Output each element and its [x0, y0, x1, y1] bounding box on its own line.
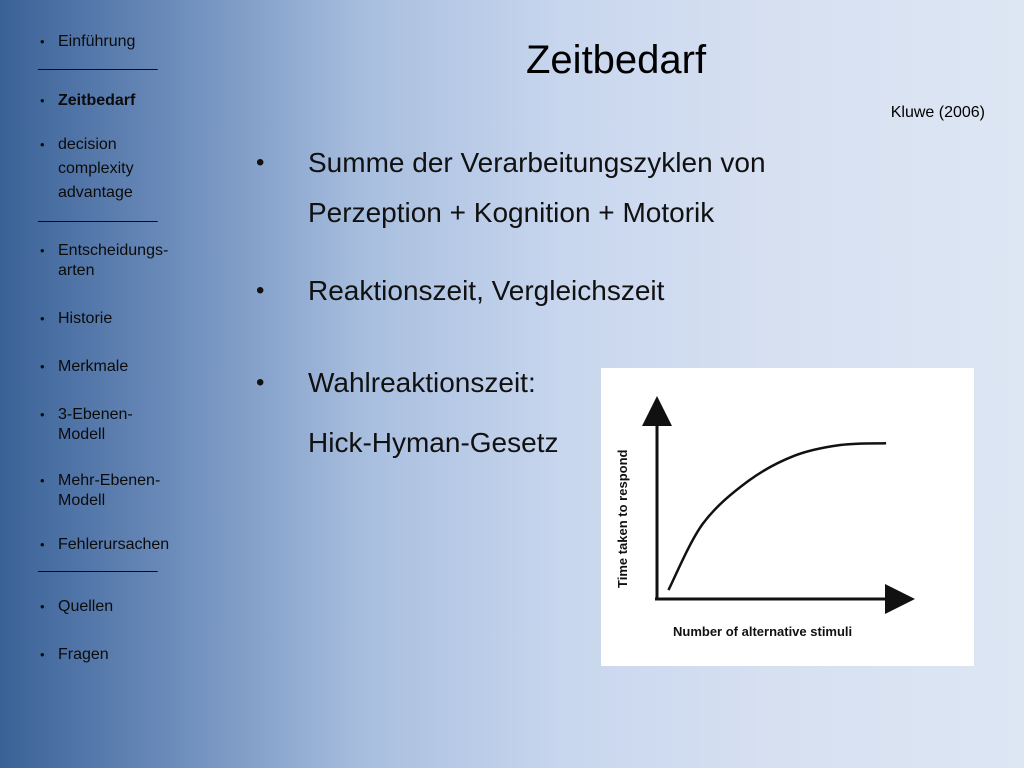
sidebar-item-label: Merkmale: [58, 358, 129, 375]
bullet-icon: •: [40, 647, 45, 662]
bullet-line: Perzeption + Kognition + Motorik: [308, 197, 715, 228]
sidebar-item-zeitbedarf[interactable]: [38, 91, 198, 111]
sidebar-item-quellen[interactable]: [38, 597, 198, 617]
bullet-icon: •: [40, 34, 45, 49]
sidebar-item-fehlerursachen[interactable]: [38, 535, 198, 555]
bullet-icon: •: [40, 137, 45, 152]
sidebar-nav: [38, 30, 198, 665]
bullet-line: Wahlreaktionszeit:: [308, 367, 536, 398]
y-axis-label: Time taken to respond: [615, 449, 630, 588]
bullet-icon: •: [256, 277, 265, 304]
bullet-icon: •: [40, 537, 45, 552]
sidebar-item-label: Entscheidungs-arten: [58, 242, 169, 279]
sidebar-item-label: Historie: [58, 310, 113, 327]
bullet-item: [250, 138, 850, 238]
sidebar-item-einfuehrung[interactable]: [38, 32, 198, 52]
bullet-icon: •: [40, 311, 45, 326]
response-curve: [668, 443, 886, 590]
bullet-icon: •: [40, 93, 45, 108]
sidebar-item-fragen[interactable]: [38, 645, 198, 665]
hick-hyman-figure: [601, 368, 974, 666]
divider: _______________: [38, 556, 157, 573]
bullet-icon: •: [40, 407, 45, 422]
bullet-line: Hick-Hyman-Gesetz: [308, 427, 559, 458]
sidebar-item-label: decision complexity advantage: [58, 136, 134, 201]
page-title: Zeitbedarf: [526, 38, 707, 82]
x-axis-label: Number of alternative stimuli: [673, 624, 853, 639]
sidebar-item-label: Mehr-Ebenen-Modell: [58, 472, 161, 509]
bullet-item: [250, 266, 850, 316]
sidebar-item-label: 3-Ebenen-Modell: [58, 406, 133, 443]
bullet-icon: •: [40, 599, 45, 614]
sidebar-item-mehr-ebenen-modell[interactable]: [38, 471, 183, 511]
divider: _______________: [38, 54, 157, 71]
sidebar-item-decision-complexity[interactable]: [38, 133, 168, 205]
divider: _______________: [38, 206, 157, 223]
sidebar-item-entscheidungsarten[interactable]: [38, 241, 183, 281]
bullet-icon: •: [40, 359, 45, 374]
bullet-icon: •: [256, 149, 265, 176]
sidebar-item-label: Einführung: [58, 33, 136, 50]
sidebar-item-3-ebenen-modell[interactable]: [38, 405, 148, 445]
bullet-icon: •: [40, 243, 45, 258]
bullet-icon: •: [256, 369, 265, 396]
bullet-icon: •: [40, 473, 45, 488]
sidebar-item-historie[interactable]: [38, 309, 198, 329]
sidebar-item-label: Zeitbedarf: [58, 92, 136, 109]
sidebar-item-label: Quellen: [58, 598, 114, 615]
chart-svg: [601, 368, 974, 666]
sidebar-item-label: Fehlerursachen: [58, 536, 170, 553]
sidebar-item-label: Fragen: [58, 646, 109, 663]
bullet-line: Reaktionszeit, Vergleichszeit: [308, 275, 665, 306]
sidebar-item-merkmale[interactable]: [38, 357, 198, 377]
citation: Kluwe (2006): [890, 104, 985, 121]
bullet-line: Summe der Verarbeitungszyklen von: [308, 147, 766, 178]
